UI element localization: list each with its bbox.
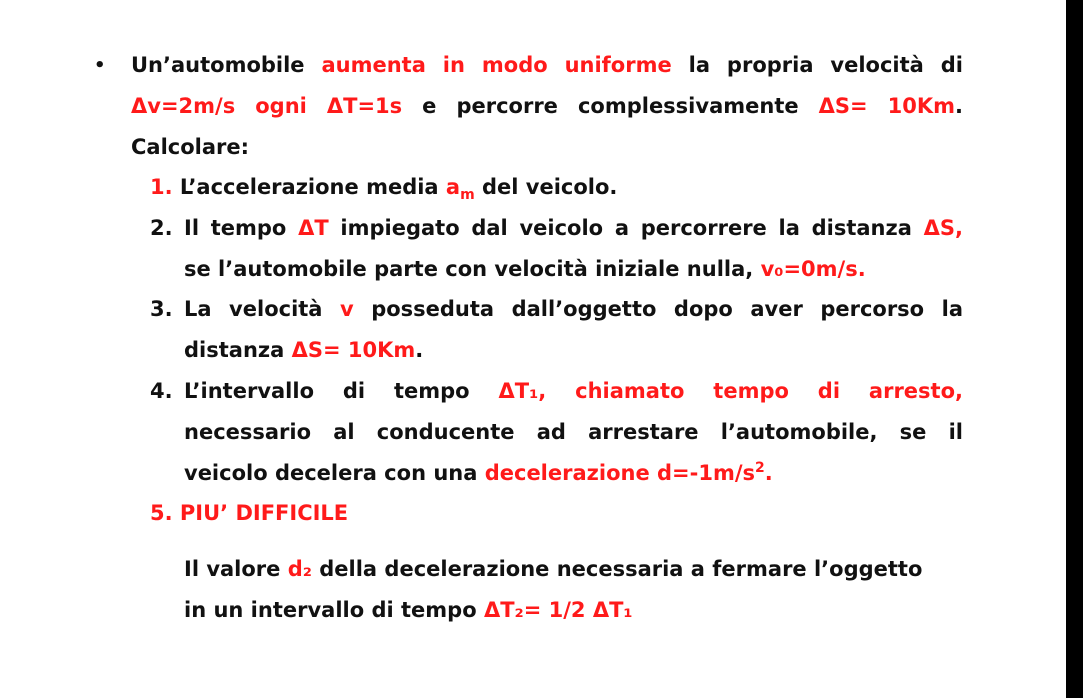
item-4-number: 4. <box>150 379 173 403</box>
item-number: 5. <box>150 501 173 525</box>
item-2-line-1: Il tempo ΔT impiegato dal veicolo a percorrere la distanza ΔS, <box>184 216 963 240</box>
highlight-uniform: aumenta in modo uniforme <box>321 53 672 77</box>
item-2-line-2: se l’automobile parte con velocità iniziale nulla, v₀=0m/s. <box>184 257 866 281</box>
right-edge-bar <box>1066 0 1083 698</box>
item-2-number: 2. <box>150 216 173 240</box>
intro-line-3: Calcolare: <box>131 135 250 159</box>
highlight-dv-dt: Δv=2m/s ogni ΔT=1s <box>131 94 403 118</box>
intro-line-1: Un’automobile aumenta in modo uniforme la propria velocità di <box>131 53 963 77</box>
item-3-number: 3. <box>150 297 173 321</box>
item-number: 1. <box>150 175 173 199</box>
item-4-line-3: veicolo decelera con una decelerazione $d=-1m/s^2$. <box>184 460 773 485</box>
item-5-title: PIU’ DIFFICILE <box>179 501 349 525</box>
item-5-line-2: in un intervallo di tempo ΔT₂= 1/2 ΔT₁ <box>184 598 633 622</box>
item-4-line-1: L’intervallo di tempo ΔT₁, chiamato tempo di arresto, <box>184 379 963 403</box>
item-5-line-1: Il valore d₂ della decelerazione necessaria a fermare l’oggetto <box>184 557 923 581</box>
intro-line-2: Δv=2m/s ogni ΔT=1s e percorre complessivamente ΔS= 10Km. <box>131 94 963 118</box>
highlight-ds: ΔS= 10Km <box>818 94 956 118</box>
item-1: 1. L’accelerazione media $a_m$ del veicolo. <box>150 175 618 204</box>
bullet-marker: • <box>94 55 106 76</box>
item-3-line-2: distanza ΔS= 10Km. <box>184 338 424 362</box>
item-3-line-1: La velocità v posseduta dall’oggetto dopo aver percorso la <box>184 297 963 321</box>
item-4-line-2: necessario al conducente ad arrestare l’automobile, se il <box>184 420 963 444</box>
item-5-heading <box>150 499 348 527</box>
